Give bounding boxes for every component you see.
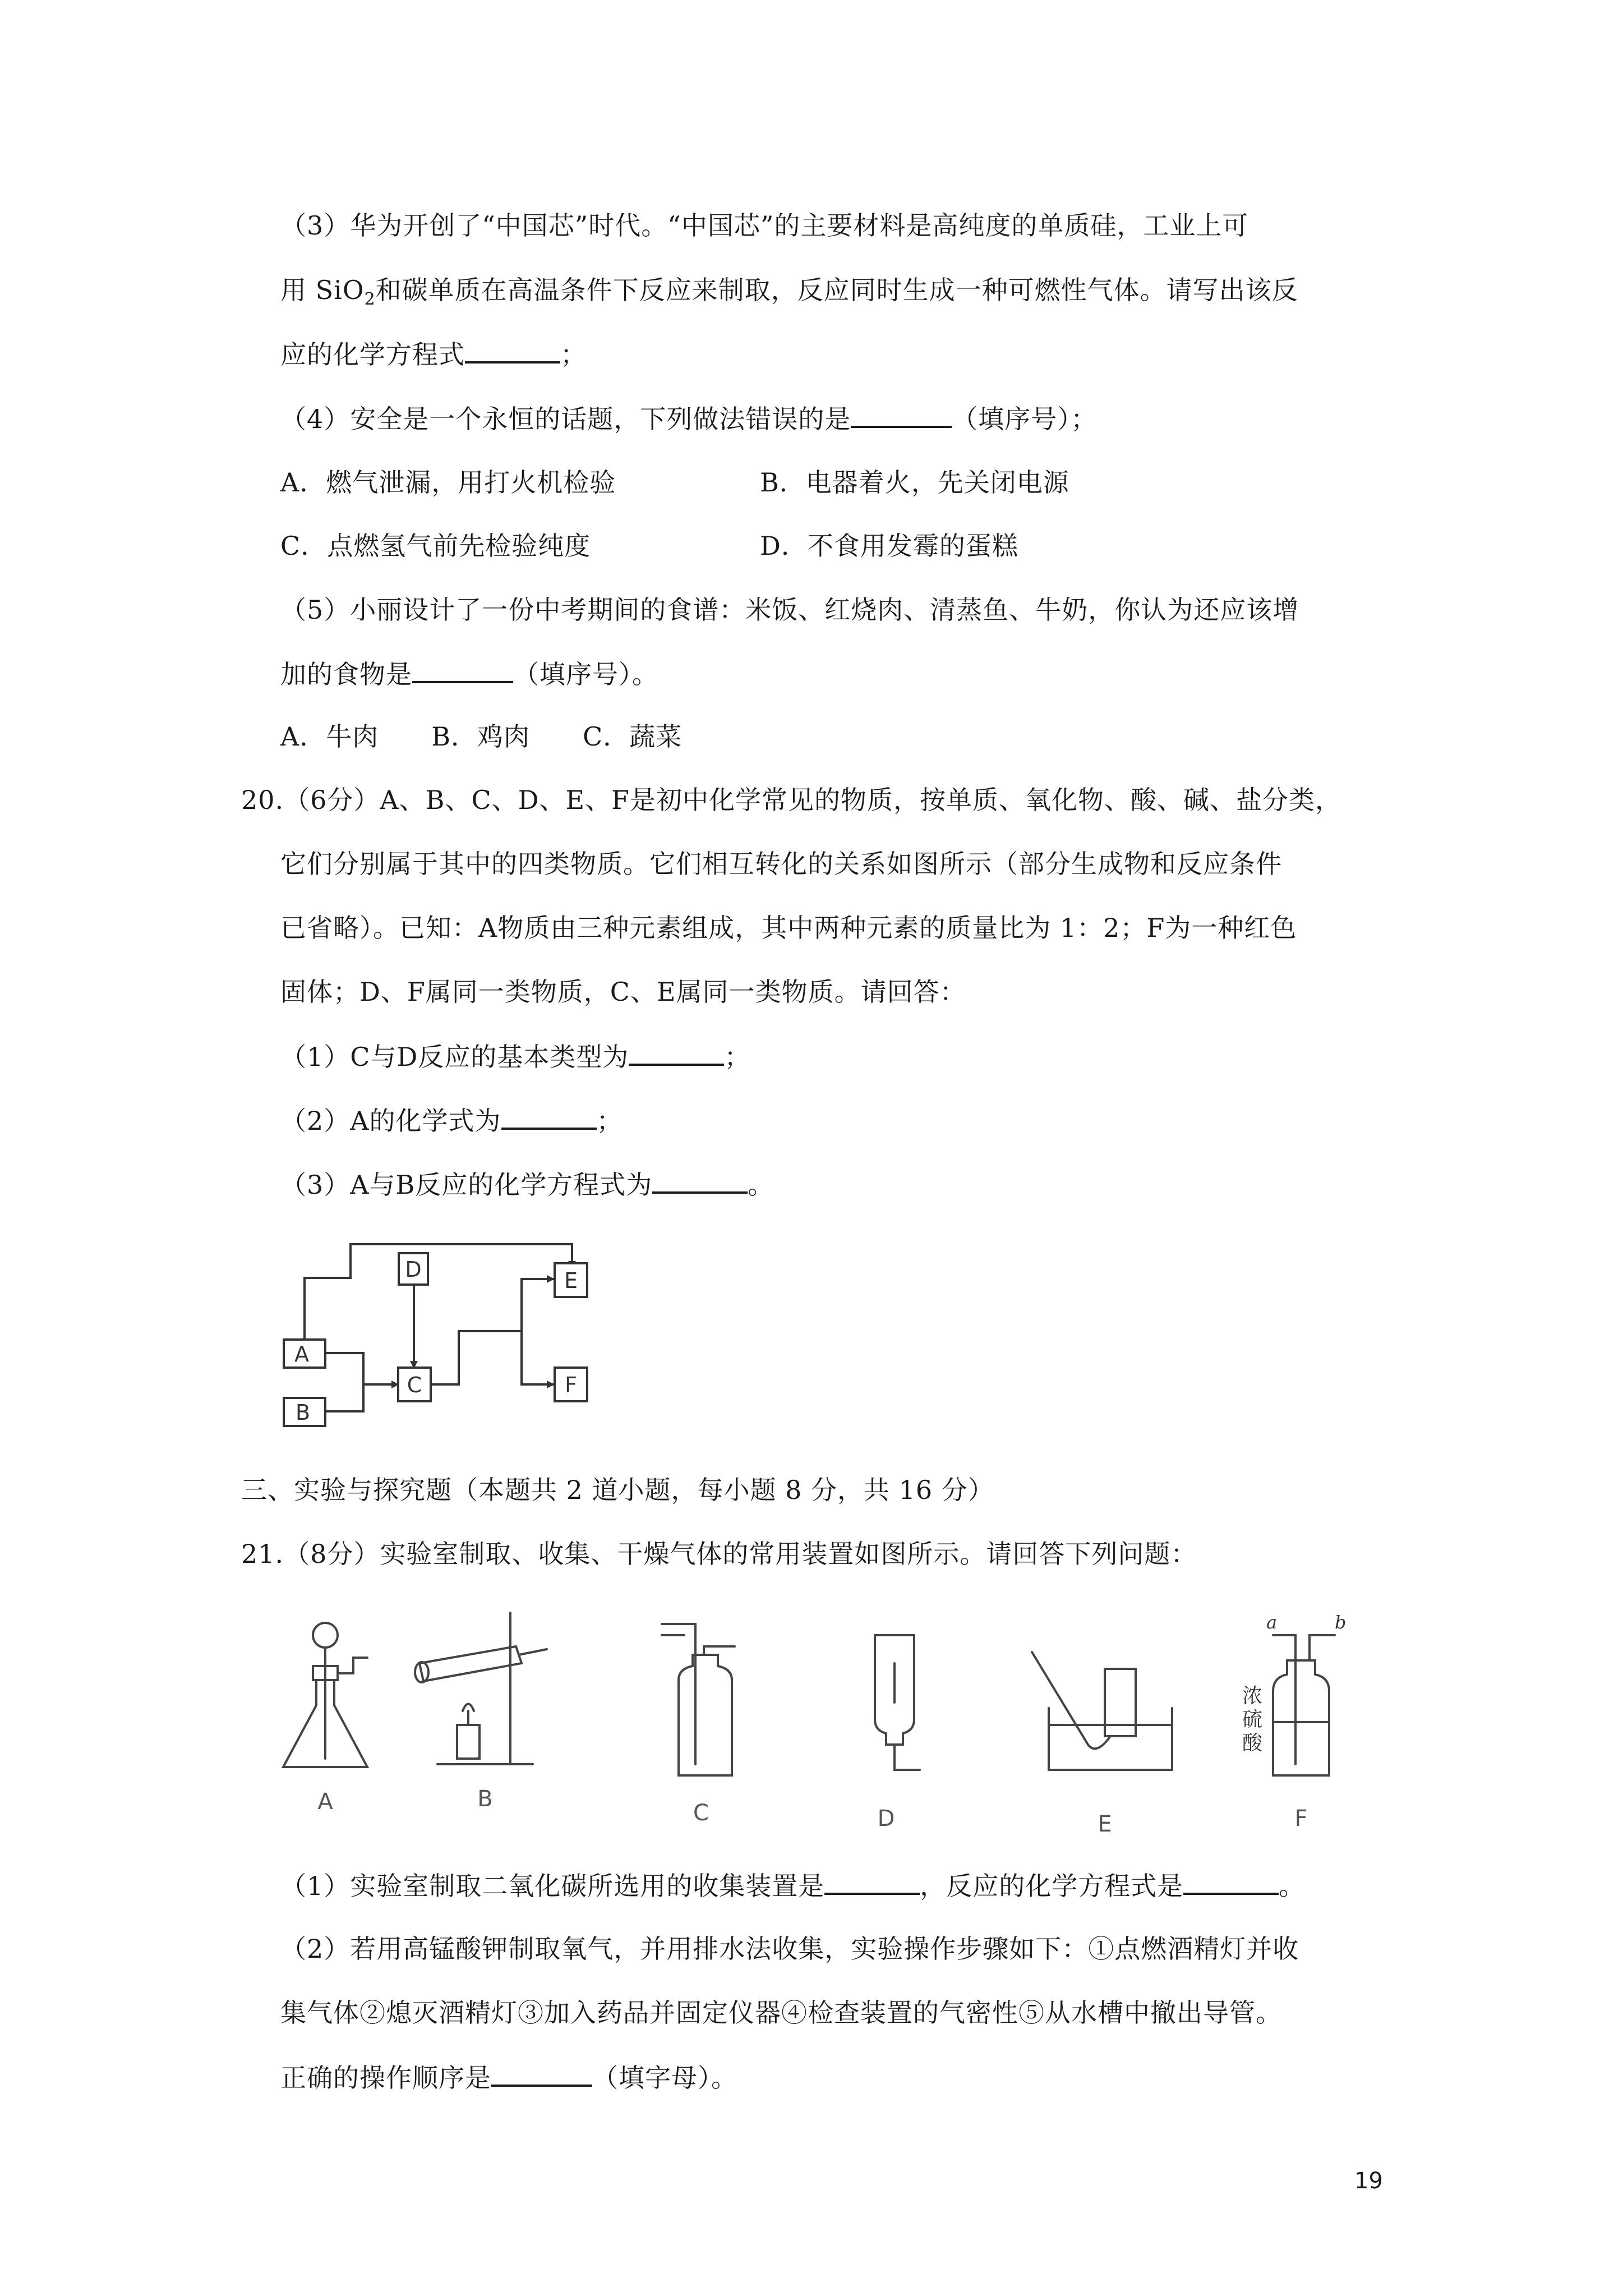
apparatus-f-drying: [1273, 1635, 1335, 1775]
q19-p4-option-d: D．不食用发霉的蛋糕: [760, 531, 1018, 561]
answer-blank[interactable]: [491, 2060, 592, 2087]
page-number: 19: [1354, 2168, 1383, 2194]
section-3-heading: 三、实验与探究题（本题共 2 道小题，每小题 8 分，共 16 分）: [241, 1475, 994, 1505]
q19-p5-line2: 加的食物是 （填序号）。: [280, 656, 658, 691]
answer-blank[interactable]: [501, 1103, 597, 1130]
label-e: E: [564, 1268, 578, 1293]
answer-blank[interactable]: [1183, 1868, 1279, 1895]
q19-p3-line1: （3）华为开创了“中国芯”时代。“中国芯”的主要材料是高纯度的单质硅，工业上可: [280, 210, 1249, 241]
q21-apparatus-figure: [269, 1602, 1346, 1848]
q20-line3: 已省略）。已知：A物质由三种元素组成，其中两种元素的质量比为 1：2；F为一种红色: [280, 913, 1297, 943]
q21-sub2-line3: 正确的操作顺序是 （填字母）。: [280, 2060, 737, 2095]
answer-blank[interactable]: [629, 1039, 724, 1066]
q19-p3-line2: 用 SiO$_2$和碳单质在高温条件下反应来制取，反应同时生成一种可燃性气体。请写出该反: [280, 275, 1298, 310]
apparatus-a-flask: [283, 1623, 367, 1767]
label-b: B: [295, 1400, 311, 1425]
q20-line4: 固体；D、F属同一类物质，C、E属同一类物质。请回答：: [280, 977, 966, 1007]
q20-relationship-diagram: [280, 1223, 594, 1447]
f-liquid-char-1: 浓: [1242, 1685, 1263, 1708]
label-f: F: [565, 1373, 577, 1397]
q20-line1: 20.（6分）A、B、C、D、E、F是初中化学常见的物质，按单质、氧化物、酸、碱、盐分类，: [241, 785, 1342, 815]
f-tube-b-label: b: [1335, 1612, 1346, 1633]
apparatus-d-inverted: [875, 1635, 920, 1770]
q21-sub1: （1）实验室制取二氧化碳所选用的收集装置是 ，反应的化学方程式是 。: [280, 1868, 1305, 1903]
q19-p4-line1: （4）安全是一个永恒的话题，下列做法错误的是 （填序号）；: [280, 401, 1097, 436]
answer-blank[interactable]: [851, 401, 952, 428]
apparatus-e-trough: [1032, 1652, 1172, 1770]
q21-sub2-line2: 集气体②熄灭酒精灯③加入药品并固定仪器④检查装置的气密性⑤从水槽中撤出导管。: [280, 1998, 1282, 2028]
q20-sub2: （2）A的化学式为 ；: [280, 1103, 623, 1138]
apparatus-c-bottle: [662, 1624, 735, 1775]
apparatus-label-f: F: [1294, 1806, 1308, 1832]
apparatus-label-a: A: [317, 1789, 333, 1815]
apparatus-label-e: E: [1098, 1811, 1112, 1837]
label-c: C: [407, 1373, 422, 1397]
label-a: A: [294, 1342, 309, 1366]
apparatus-label-b: B: [477, 1786, 493, 1812]
q19-p4-option-a: A．燃气泄漏，用打火机检验: [280, 467, 616, 498]
apparatus-b-heating: [415, 1613, 547, 1764]
answer-blank[interactable]: [412, 656, 513, 683]
answer-blank[interactable]: [465, 337, 560, 364]
apparatus-label-c: C: [693, 1800, 709, 1826]
q20-line2: 它们分别属于其中的四类物质。它们相互转化的关系如图所示（部分生成物和反应条件: [280, 849, 1282, 879]
q21-sub2-line1: （2）若用高锰酸钾制取氧气，并用排水法收集，实验操作步骤如下：①点燃酒精灯并收: [280, 1934, 1299, 1964]
label-d: D: [405, 1257, 422, 1282]
q21-line1: 21.（8分）实验室制取、收集、干燥气体的常用装置如图所示。请回答下列问题：: [241, 1539, 1197, 1569]
f-tube-a-label: a: [1266, 1612, 1278, 1633]
q19-p4-option-b: B．电器着火，先关闭电源: [760, 467, 1069, 498]
q19-p4-option-c: C．点燃氢气前先检验纯度: [280, 531, 591, 561]
answer-blank[interactable]: [652, 1167, 748, 1194]
q20-sub3: （3）A与B反应的化学方程式为 。: [280, 1167, 774, 1202]
q19-p5-line1: （5）小丽设计了一份中考期间的食谱：米饭、红烧肉、清蒸鱼、牛奶，你认为还应该增: [280, 595, 1299, 625]
f-liquid-char-3: 酸: [1242, 1732, 1263, 1755]
q19-p5-options: A．牛肉 B．鸡肉 C．蔬菜: [280, 721, 683, 752]
apparatus-label-d: D: [877, 1806, 895, 1832]
q19-p3-line3: 应的化学方程式 ；: [280, 337, 587, 371]
q20-sub1: （1）C与D反应的基本类型为 ；: [280, 1039, 750, 1074]
f-liquid-char-2: 硫: [1242, 1708, 1263, 1731]
answer-blank[interactable]: [824, 1868, 920, 1895]
